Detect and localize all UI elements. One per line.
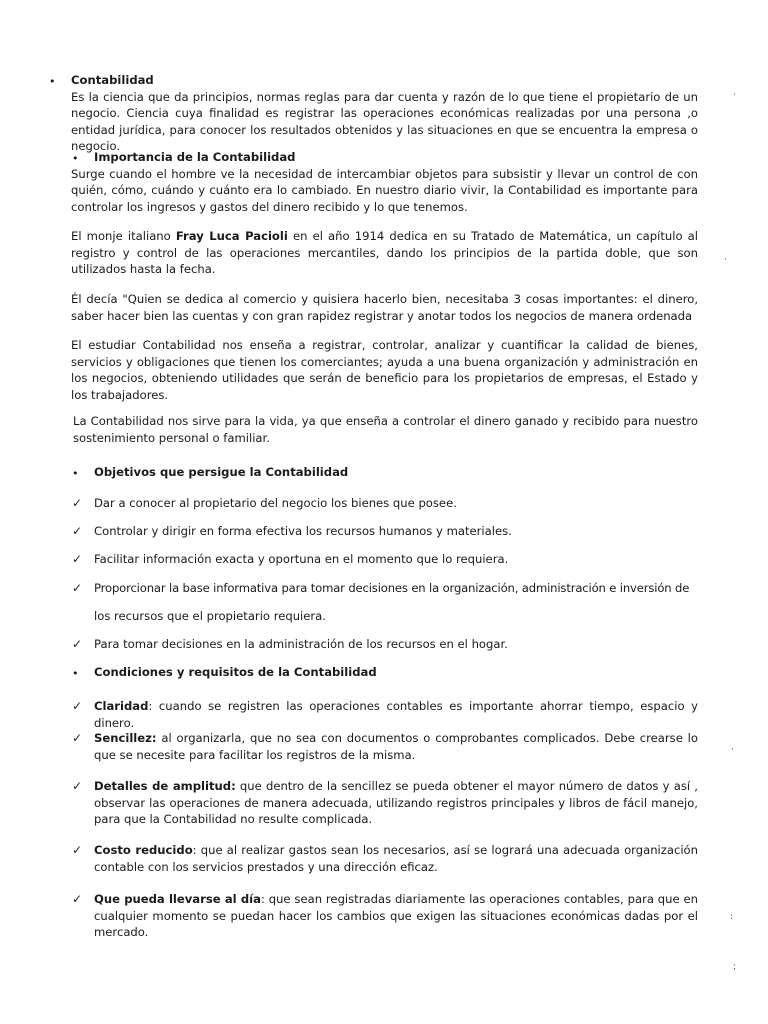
margin-speck: ; — [733, 962, 737, 972]
condicion-item — [94, 891, 698, 941]
margin-speck: : — [730, 912, 734, 922]
objetivo-item: Para tomar decisiones en la administración de los recursos en el hogar. — [94, 637, 508, 651]
pacioli-intro: El monje italiano — [71, 229, 176, 243]
margin-speck: · — [731, 745, 734, 755]
margin-speck: · — [724, 255, 727, 265]
condicion-item — [94, 730, 698, 763]
check-icon: ✓ — [72, 524, 83, 538]
heading-condiciones-text: Condiciones y requisitos de la Contabilidad — [94, 665, 377, 679]
heading-objetivos-text: Objetivos que persigue la Contabilidad — [94, 465, 349, 479]
check-icon: ✓ — [72, 843, 83, 857]
condicion-term: Detalles de amplitud: — [94, 779, 236, 793]
check-icon: ✓ — [72, 552, 83, 566]
condicion-term: Que pueda llevarse al día — [94, 892, 261, 906]
section-contabilidad — [71, 72, 698, 155]
condicion-text: : cuando se registren las operaciones contables es importante ahorrar tiempo, espacio y dinero. — [94, 699, 698, 730]
check-icon: ✓ — [72, 779, 83, 793]
bullet-objetivos: • — [72, 467, 79, 480]
paragraph-vida: La Contabilidad nos sirve para la vida, ya que enseña a controlar el dinero ganado y recibido para nuestro sostenimiento personal o familiar. — [73, 414, 698, 445]
bullet-condiciones: • — [72, 667, 79, 680]
objetivo-item: Facilitar información exacta y oportuna en el momento que lo requiera. — [94, 552, 509, 566]
objetivo-item-continuation: los recursos que el propietario requiera. — [94, 609, 326, 623]
check-icon: ✓ — [72, 731, 83, 745]
heading-condiciones — [94, 664, 694, 681]
section-importancia — [71, 149, 698, 215]
check-icon: ✓ — [72, 892, 83, 906]
margin-speck: · — [733, 90, 736, 100]
check-icon: ✓ — [72, 699, 83, 713]
contabilidad-definition: Es la ciencia que da principios, normas reglas para dar cuenta y razón de lo que tiene el propietario de un negocio. Ciencia cuya finalidad es registrar las operaciones económicas realizadas por una persona ,o entidad jurídica, para conocer los resultados obtenidos y las situaciones en que se encuentra la empresa o negocio. — [71, 89, 698, 153]
condicion-item — [94, 778, 698, 828]
bullet-contabilidad: • — [49, 75, 56, 88]
objetivo-item: Proporcionar la base informativa para tomar decisiones en la organización, administración e inversión de — [94, 581, 690, 595]
condicion-term: Sencillez: — [94, 731, 157, 745]
pacioli-rest: en el año 1914 dedica en su Tratado de Matemática, un capítulo al registro y control de las operaciones mercantiles, dando los principios de la partida doble, que son utilizados hasta la fecha. — [71, 229, 698, 276]
bullet-importancia: • — [72, 152, 79, 165]
objetivo-item: Dar a conocer al propietario del negocio los bienes que posee. — [94, 496, 457, 510]
condicion-item — [94, 842, 698, 875]
condicion-text: al organizarla, que no sea con documentos o comprobantes complicados. Debe crearse lo que se necesite para facilitar los registros de la misma. — [94, 731, 698, 762]
pacioli-name: Fray Luca Pacioli — [175, 229, 288, 243]
condicion-term: Costo reducido — [94, 843, 193, 857]
check-icon: ✓ — [72, 581, 83, 595]
heading-objetivos — [94, 464, 694, 481]
condicion-text: que dentro de la sencillez se pueda obtener el mayor número de datos y así , observar las operaciones de manera adecuada, utilizando registros principales y libros de fácil manejo, para que la Contabilidad no resulte complicada. — [94, 779, 698, 826]
heading-contabilidad: Contabilidad — [71, 73, 154, 87]
condicion-text: : que sean registradas diariamente las operaciones contables, para que en cualquier momento se puedan hacer los cambios que exigen las situaciones económicas dadas por el mercado. — [94, 892, 698, 939]
condicion-item — [94, 698, 698, 731]
paragraph-estudiar: El estudiar Contabilidad nos enseña a registrar, controlar, analizar y cuantificar la calidad de bienes, servicios y obligaciones que tienen los comerciantes; ayuda a una buena organización y administración en los negocios, obteniendo utilidades que serán de beneficio para los propietarios de empresas, el Estado y los trabajadores. — [71, 338, 698, 402]
paragraph-pacioli — [71, 228, 698, 278]
check-icon: ✓ — [72, 496, 83, 510]
paragraph-quote: Él decía "Quien se dedica al comercio y quisiera hacerlo bien, necesitaba 3 cosas importantes: el dinero, saber hacer bien las cuentas y con gran rapidez registrar y anotar todos los negocios de manera ordenada — [71, 292, 698, 323]
objetivo-item: Controlar y dirigir en forma efectiva los recursos humanos y materiales. — [94, 524, 512, 538]
condicion-text: : que al realizar gastos sean los necesarios, así se logrará una adecuada organización contable con los servicios prestados y una dirección eficaz. — [94, 843, 698, 874]
condicion-term: Claridad — [94, 699, 149, 713]
check-icon: ✓ — [72, 637, 83, 651]
heading-importancia: Importancia de la Contabilidad — [94, 150, 296, 164]
importancia-text: Surge cuando el hombre ve la necesidad de intercambiar objetos para subsistir y llevar un control de con quién, cómo, cuándo y cuánto era lo cambiado. En nuestro diario vivir, la Contabilidad es importante para controlar los ingresos y gastos del dinero recibido y lo que tenemos. — [71, 166, 698, 214]
